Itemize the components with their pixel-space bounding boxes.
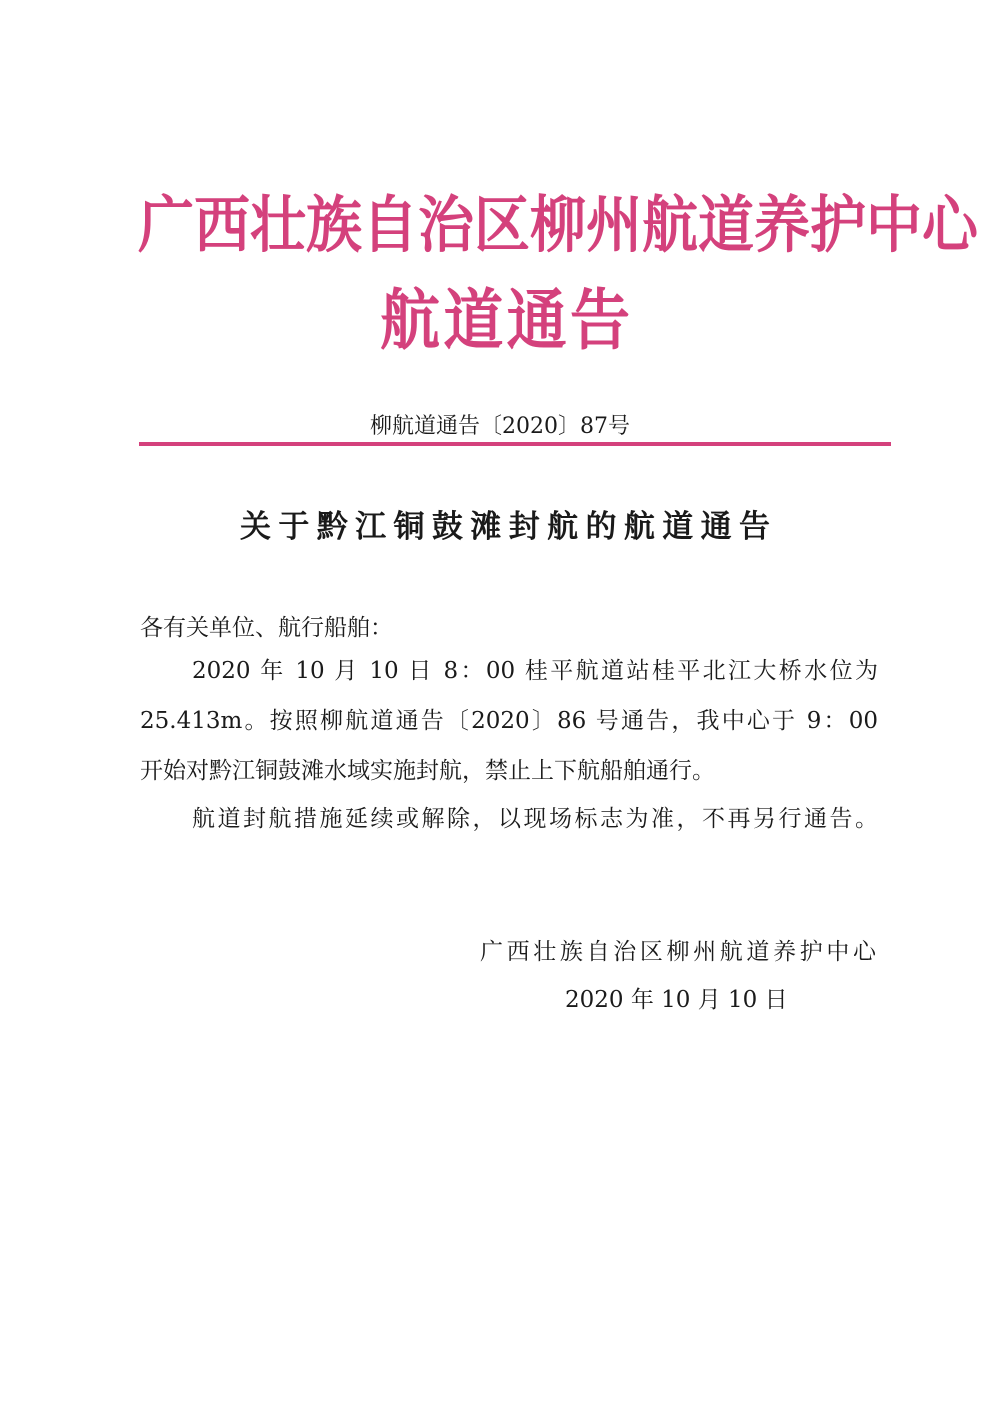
notice-subject-title: 关于黔江铜鼓滩封航的航道通告 (240, 509, 770, 545)
header-divider (139, 442, 891, 446)
paragraph2: 航道封航措施延续或解除，以现场标志为准，不再另行通告。 (192, 806, 878, 832)
paragraph1-line3: 开始对黔江铜鼓滩水域实施封航，禁止上下航船舶通行。 (140, 758, 715, 784)
signature-organization: 广西壮族自治区柳州航道养护中心 (480, 939, 876, 965)
paragraph1-line2: 25.413m。按照柳航道通告〔2020〕86 号通告，我中心于 9：00 (140, 708, 878, 734)
document-type-heading: 航道通告 (380, 282, 630, 360)
issuing-organization-heading: 广西壮族自治区柳州航道养护中心 (138, 189, 978, 262)
signature-date: 2020 年 10 月 10 日 (565, 987, 788, 1013)
document-number: 柳航道通告〔2020〕87号 (370, 414, 630, 439)
paragraph1-line1: 2020 年 10 月 10 日 8：00 桂平航道站桂平北江大桥水位为 (192, 658, 878, 684)
salutation: 各有关单位、航行船舶： (140, 615, 393, 641)
